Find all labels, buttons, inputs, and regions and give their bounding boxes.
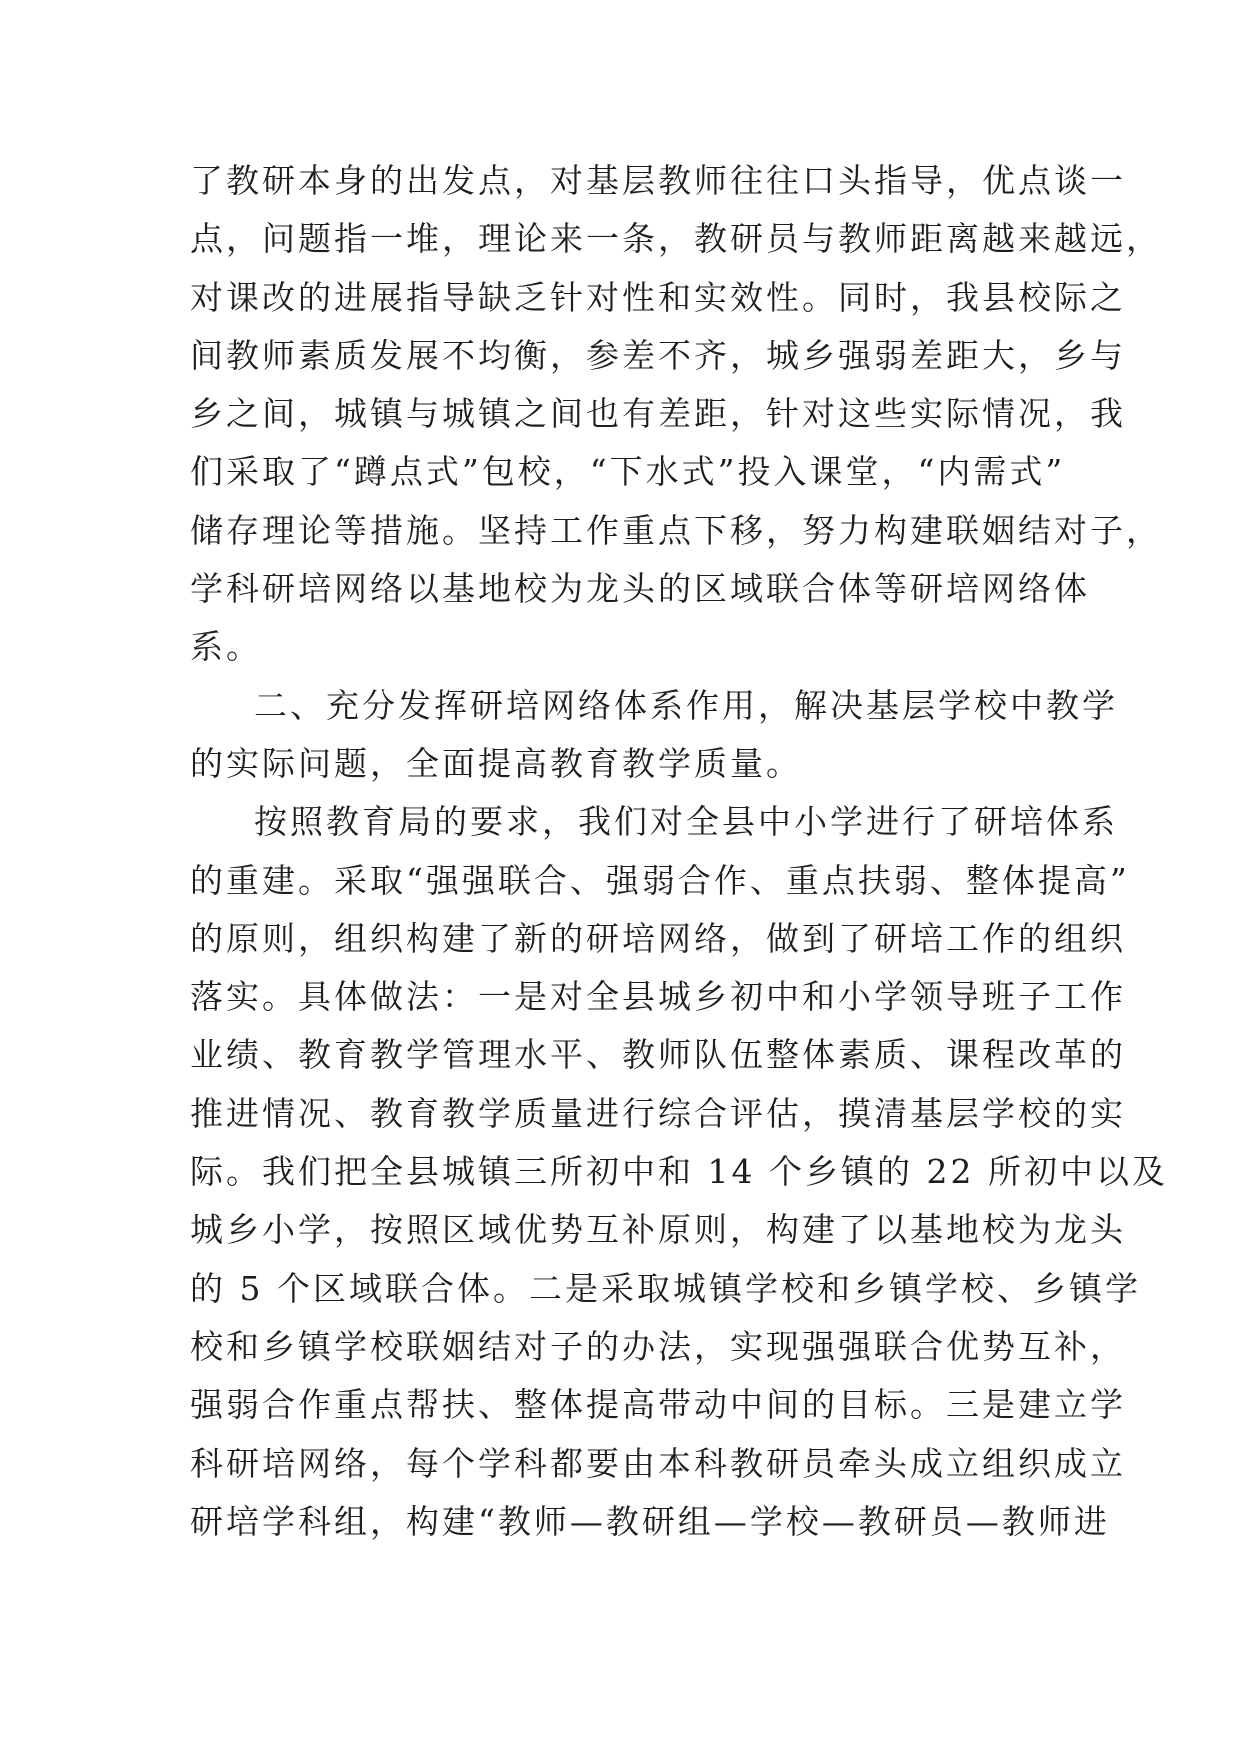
text-line: 的重建。采取“强强联合、强弱合作、重点扶弱、整体提高” (190, 860, 1130, 900)
text-line: 点，问题指一堆，理论来一条，教研员与教师距离越来越远， (190, 219, 1162, 259)
text-line: 对课改的进展指导缺乏针对性和实效性。同时，我县校际之 (190, 277, 1126, 317)
text-line: 校和乡镇学校联姻结对子的办法，实现强强联合优势互补， (190, 1326, 1126, 1366)
text-line: 际。我们把全县城镇三所初中和 14 个乡镇的 22 所初中以及 (190, 1152, 1168, 1192)
text-line: 落实。具体做法：一是对全县城乡初中和小学领导班子工作 (190, 977, 1126, 1017)
section-heading-continued: 的实际问题，全面提高教育教学质量。 (190, 743, 802, 783)
text-line: 的原则，组织构建了新的研培网络，做到了研培工作的组织 (190, 918, 1126, 958)
text-line: 们采取了“蹲点式”包校，“下水式”投入课堂，“内需式” (190, 452, 1066, 492)
text-line: 的 5 个区域联合体。二是采取城镇学校和乡镇学校、乡镇学 (190, 1268, 1141, 1308)
text-line: 业绩、教育教学管理水平、教师队伍整体素质、课程改革的 (190, 1035, 1126, 1075)
text-line: 强弱合作重点帮扶、整体提高带动中间的目标。三是建立学 (190, 1385, 1126, 1425)
text-line: 了教研本身的出发点，对基层教师往往口头指导，优点谈一 (190, 161, 1126, 200)
text-line: 学科研培网络以基地校为龙头的区域联合体等研培网络体 (190, 569, 1090, 609)
text-line: 科研培网络，每个学科都要由本科教研员牵头成立组织成立 (190, 1443, 1126, 1483)
text-line: 城乡小学，按照区域优势互补原则，构建了以基地校为龙头 (190, 1210, 1126, 1250)
section-heading: 二、充分发挥研培网络体系作用，解决基层学校中教学 (254, 685, 1118, 725)
text-line: 研培学科组，构建“教师—教研组—学校—教研员—教师进 (190, 1501, 1110, 1541)
text-line: 推进情况、教育教学质量进行综合评估，摸清基层学校的实 (190, 1093, 1126, 1133)
text-line: 系。 (190, 627, 262, 667)
text-line: 乡之间，城镇与城镇之间也有差距，针对这些实际情况，我 (190, 394, 1126, 434)
paragraph-start: 按照教育局的要求，我们对全县中小学进行了研培体系 (254, 802, 1118, 842)
text-line: 间教师素质发展不均衡，参差不齐，城乡强弱差距大，乡与 (190, 335, 1126, 375)
body-text (190, 152, 1168, 1551)
text-line: 储存理论等措施。坚持工作重点下移，努力构建联姻结对子， (190, 510, 1162, 550)
